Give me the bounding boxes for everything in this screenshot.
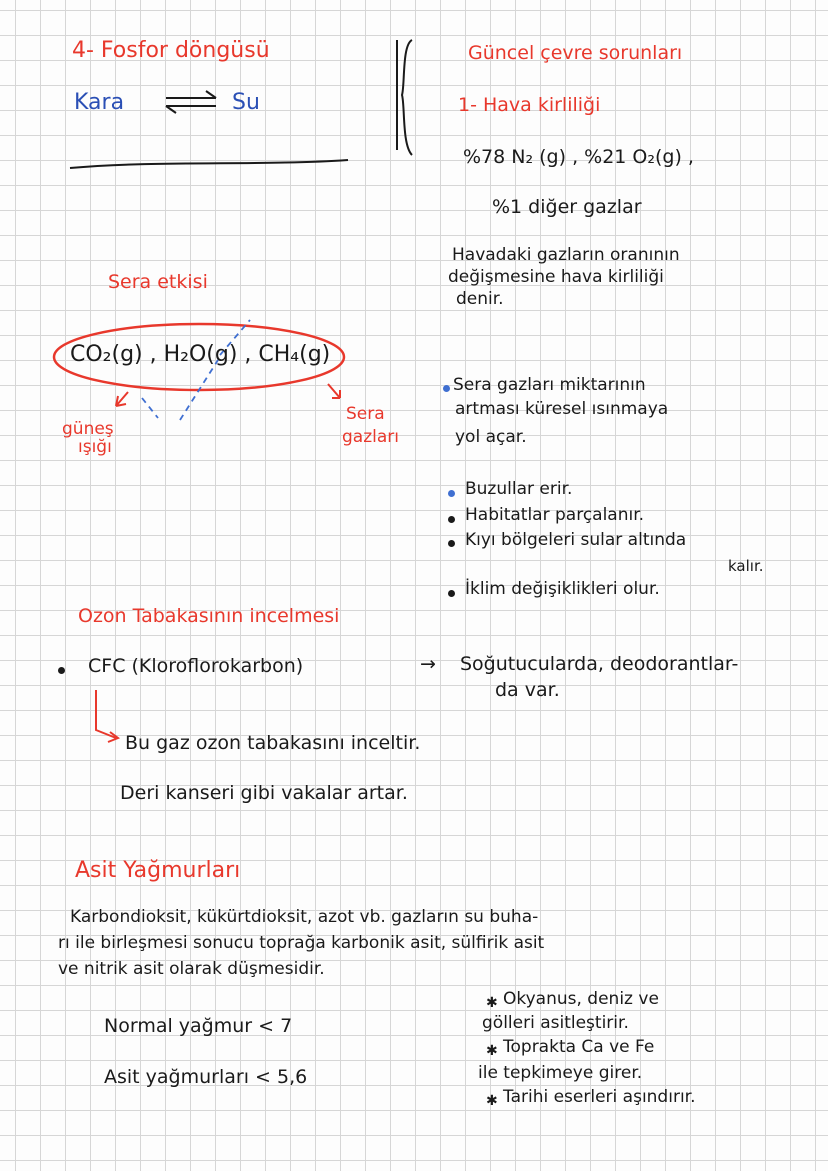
acid-effect-1b: gölleri asitleştirir. (482, 1013, 629, 1033)
greenhouse-title: Sera etkisi (108, 271, 208, 293)
effect-bullet-1: Buzullar erir. (465, 479, 573, 499)
star-bullet-icon: ✱ (486, 1043, 498, 1059)
air-pollution-title: 1- Hava kirliliği (458, 94, 601, 116)
acid-rain-para-2: rı ile birleşmesi sonucu toprağa karbonik asit, sülfirik asit (58, 933, 545, 953)
bullet-dot (448, 540, 455, 547)
effect-bullet-3-cont: kalır. (728, 557, 764, 575)
environment-issues-title: Güncel çevre sorunları (468, 42, 683, 64)
normal-rain-ph: Normal yağmur < 7 (104, 1015, 293, 1037)
bullet-dot (58, 667, 65, 674)
effect-bullet-3: Kıyı bölgeleri sular altında (465, 530, 687, 550)
acid-rain-para-3: ve nitrik asit olarak düşmesidir. (58, 959, 325, 979)
acid-effect-1a: Okyanus, deniz ve (503, 989, 659, 1009)
acid-effect-3: Tarihi eserleri aşındırır. (503, 1087, 696, 1107)
bullet-dot (448, 516, 455, 523)
intro-line-1: Sera gazları miktarının (453, 375, 646, 395)
ozone-title: Ozon Tabakasının incelmesi (78, 605, 340, 627)
definition-line-1: Havadaki gazların oranının (452, 245, 680, 265)
intro-line-3: yol açar. (455, 427, 527, 447)
gases-label-1: Sera (346, 404, 385, 424)
bullet-dot (443, 385, 450, 392)
definition-line-2: değişmesine hava kirliliği (448, 267, 664, 287)
equilibrium-arrows-icon (166, 91, 216, 113)
acid-rain-title: Asit Yağmurları (75, 858, 241, 883)
effect-bullet-2: Habitatlar parçalanır. (465, 505, 645, 525)
gases-label-2: gazları (342, 427, 399, 447)
sun-label-1: güneş (62, 419, 114, 439)
acid-effect-2b: ile tepkimeye girer. (478, 1063, 643, 1083)
cfc-hook-arrow-icon (96, 690, 116, 738)
ozone-effect-1: Bu gaz ozon tabakasını inceltir. (125, 732, 421, 754)
cfc-arrow: → (420, 653, 436, 675)
dashed-rays (142, 320, 250, 420)
section-underline (70, 160, 348, 168)
acid-rain-para-1: Karbondioksit, kükürtdioksit, azot vb. gazların su buha- (70, 907, 539, 927)
cycle-left-label: Kara (74, 90, 125, 115)
gases-arrow-icon (328, 384, 340, 398)
star-bullet-icon: ✱ (486, 1093, 498, 1109)
cfc-usage-1: Soğutucularda, deodorantlar- (460, 653, 739, 675)
phosphorus-cycle-title: 4- Fosfor döngüsü (72, 38, 270, 63)
ozone-effect-2: Deri kanseri gibi vakalar artar. (120, 782, 408, 804)
bullet-dot (448, 490, 455, 497)
cfc-label: CFC (Kloroflorokarbon) (88, 655, 304, 677)
cycle-right-label: Su (232, 90, 260, 115)
brace (402, 40, 412, 155)
greenhouse-formula: CO₂(g) , H₂O(g) , CH₄(g) (70, 342, 331, 367)
intro-line-2: artması küresel ısınmaya (455, 399, 669, 419)
definition-line-3: denir. (456, 289, 504, 309)
star-bullet-icon: ✱ (486, 995, 498, 1011)
sun-arrow-icon (116, 392, 128, 406)
effect-bullet-4: İklim değişiklikleri olur. (465, 579, 660, 599)
bullet-dot (448, 590, 455, 597)
gases-line-1: %78 N₂ (g) , %21 O₂(g) , (463, 146, 694, 168)
sun-label-2: ışığı (78, 437, 112, 457)
gases-line-2: %1 diğer gazlar (492, 196, 642, 218)
acid-effect-2a: Toprakta Ca ve Fe (503, 1037, 655, 1057)
cfc-usage-2: da var. (495, 679, 560, 701)
acid-rain-ph: Asit yağmurları < 5,6 (104, 1066, 308, 1088)
